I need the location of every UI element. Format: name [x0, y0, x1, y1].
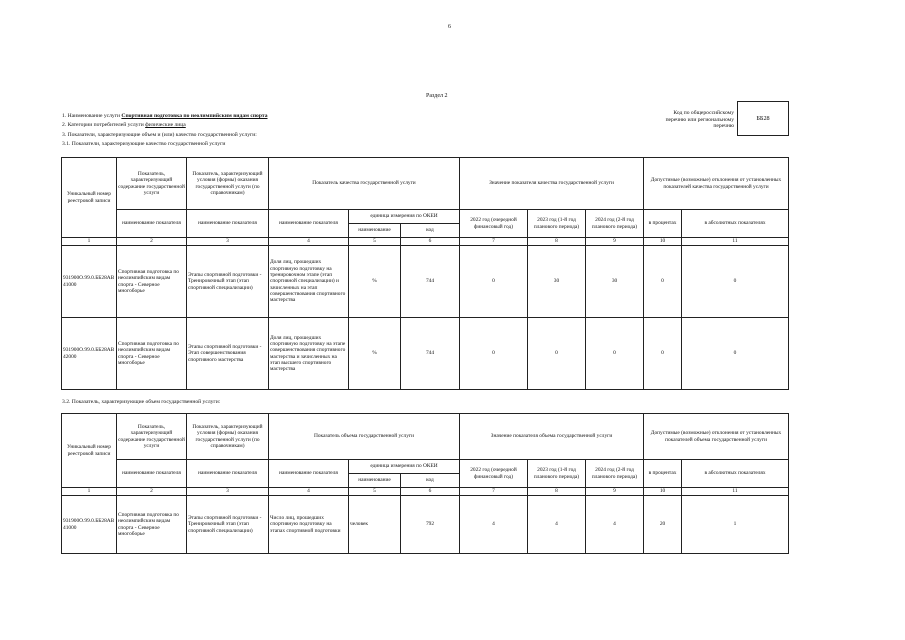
value-2022: 0	[460, 318, 528, 390]
content-value: Спортивная подготовка по неолимпийским видам спорта - Северное многоборье	[117, 318, 187, 390]
percent-value: 0	[644, 318, 682, 390]
h-conditions: Показатель, характеризующий условия (формы) оказания государственной услуги (по справочникам)	[187, 414, 269, 460]
col-num: 11	[682, 488, 789, 496]
service-name: Спортивная подготовка по неолимпийским видам спорта	[121, 113, 268, 119]
registry-id: 931900О.99.0.ББ28АВ42000	[62, 318, 117, 390]
code-label-line-3: перечню	[713, 123, 734, 130]
value-2024: 30	[586, 246, 644, 318]
value-2024: 4	[586, 496, 644, 554]
h-unique-number: Уникальный номер реестровой записи	[62, 158, 117, 238]
conditions-value: Этапы спортивной подготовки - Этап совершенствования спортивного мастерства	[187, 318, 269, 390]
conditions-value: Этапы спортивной подготовки - Тренировочный этап (этап спортивной специализации)	[187, 246, 269, 318]
col-num: 1	[62, 238, 117, 246]
h-deviation: Допустимые (возможные) отклонения от установленных показателей качества государственной услуги	[644, 158, 789, 210]
h-percent: в процентах	[644, 210, 682, 238]
h-deviation: Допустимые (возможные) отклонения от установленных показателей объема государственной услуги	[644, 414, 789, 460]
quality-table	[61, 157, 789, 390]
item-3-1: 3.1. Показатели, характеризующие качество государственной услуги	[62, 141, 226, 147]
indicator-value: Доля лиц, прошедших спортивную подготовку на тренировочном этапе (этап спортивной специализации) и зачисленных на этап совершенствования спортивного мастерства	[269, 246, 349, 318]
h-quality-values: Значение показателя качества государственной услуги	[460, 158, 644, 210]
item-1-label: 1. Наименование услуги	[62, 113, 120, 119]
unit-value: %	[349, 246, 401, 318]
item-3: 3. Показатели, характеризующие объем и (или) качество государственной услуги:	[62, 132, 257, 138]
code-cell: 792	[401, 496, 460, 554]
col-num: 1	[62, 488, 117, 496]
h-unit-code: код	[401, 224, 460, 238]
conditions-value: Этапы спортивной подготовки - Тренировочный этап (этап спортивной специализации)	[187, 496, 269, 554]
h-conditions: Показатель, характеризующий условия (формы) оказания государственной услуги (по справочникам)	[187, 158, 269, 210]
registry-id: 931900О.99.0.ББ28АВ41000	[62, 246, 117, 318]
h-year-2024: 2024 год (2-й год планового периода)	[586, 460, 644, 488]
h-year-2024: 2024 год (2-й год планового периода)	[586, 210, 644, 238]
code-label	[640, 110, 734, 130]
col-num: 9	[586, 488, 644, 496]
code-cell: 744	[401, 318, 460, 390]
value-2023: 4	[528, 496, 586, 554]
h-volume-values: Значение показателя объема государственной услуги	[460, 414, 644, 460]
h-unit-name: наименование	[349, 474, 401, 488]
col-num: 3	[187, 488, 269, 496]
item-2	[62, 122, 186, 129]
section-title: Раздел 2	[426, 93, 448, 99]
h-conditions-name: наименование показателя	[187, 460, 269, 488]
code-cell: 744	[401, 246, 460, 318]
col-num: 2	[117, 238, 187, 246]
col-num: 3	[187, 238, 269, 246]
col-num: 2	[117, 488, 187, 496]
value-2024: 0	[586, 318, 644, 390]
h-year-2023: 2023 год (1-й год планового периода)	[528, 460, 586, 488]
col-num: 10	[644, 488, 682, 496]
col-num: 5	[349, 488, 401, 496]
content-value: Спортивная подготовка по неолимпийским видам спорта - Северное многоборье	[117, 246, 187, 318]
col-num: 7	[460, 488, 528, 496]
table-row	[62, 246, 789, 318]
col-num: 8	[528, 238, 586, 246]
col-num: 10	[644, 238, 682, 246]
h-indicator-name: наименование показателя	[269, 460, 349, 488]
col-num: 6	[401, 488, 460, 496]
col-num: 5	[349, 238, 401, 246]
col-num: 7	[460, 238, 528, 246]
h-content-name: наименование показателя	[117, 460, 187, 488]
volume-table	[61, 413, 789, 554]
h-absolute: в абсолютных показателях	[682, 460, 789, 488]
h-unit-name: наименование	[349, 224, 401, 238]
h-volume-indicator: Показатель объема государственной услуги	[269, 414, 460, 460]
col-num: 8	[528, 488, 586, 496]
col-num: 9	[586, 238, 644, 246]
col-num: 4	[269, 488, 349, 496]
h-year-2022: 2022 год (очередной финансовый год)	[460, 210, 528, 238]
item-1	[62, 113, 268, 120]
code-value-box	[737, 101, 789, 136]
h-year-2023: 2023 год (1-й год планового периода)	[528, 210, 586, 238]
value-2023: 30	[528, 246, 586, 318]
h-indicator-name: наименование показателя	[269, 210, 349, 238]
h-year-2022: 2022 год (очередной финансовый год)	[460, 460, 528, 488]
col-num: 4	[269, 238, 349, 246]
item-2-label: 2. Категории потребителей услуги	[62, 122, 144, 128]
h-unique-number: Уникальный номер реестровой записи	[62, 414, 117, 488]
unit-value: человек	[349, 496, 401, 554]
col-num: 11	[682, 238, 789, 246]
h-unit: единица измерения по ОКЕИ	[349, 460, 460, 474]
value-2022: 4	[460, 496, 528, 554]
h-content: Показатель, характеризующий содержание государственной услуги	[117, 158, 187, 210]
unit-value: %	[349, 318, 401, 390]
code-value: ББ28	[756, 115, 770, 122]
absolute-value: 0	[682, 318, 789, 390]
code-label-line-2: перечню или региональному	[665, 116, 734, 123]
indicator-value: Доля лиц, прошедших спортивную подготовку на этапе совершенствования спортивного мастерства и зачисленных на этап высшего спортивного мастерства	[269, 318, 349, 390]
absolute-value: 1	[682, 496, 789, 554]
value-2023: 0	[528, 318, 586, 390]
content-value: Спортивная подготовка по неолимпийским видам спорта - Северное многоборье	[117, 496, 187, 554]
h-absolute: в абсолютных показателях	[682, 210, 789, 238]
indicator-value: Число лиц, прошедших спортивную подготовку на этапах спортивной подготовки	[269, 496, 349, 554]
h-unit: единица измерения по ОКЕИ	[349, 210, 460, 224]
code-label-line-1: Код по общероссийскому	[673, 110, 734, 116]
h-content: Показатель, характеризующий содержание государственной услуги	[117, 414, 187, 460]
value-2022: 0	[460, 246, 528, 318]
h-conditions-name: наименование показателя	[187, 210, 269, 238]
h-unit-code: код	[401, 474, 460, 488]
table-row	[62, 496, 789, 554]
item-3-2: 3.2. Показатель, характеризующие объем государственной услуги:	[62, 399, 221, 405]
percent-value: 0	[644, 246, 682, 318]
percent-value: 20	[644, 496, 682, 554]
registry-id: 931900О.99.0.ББ28АВ41000	[62, 496, 117, 554]
h-content-name: наименование показателя	[117, 210, 187, 238]
consumer-category: физические лица	[145, 122, 186, 128]
h-quality-indicator: Показатель качества государственной услуги	[269, 158, 460, 210]
absolute-value: 0	[682, 246, 789, 318]
page-number: 6	[448, 24, 451, 30]
col-num: 6	[401, 238, 460, 246]
table-row	[62, 318, 789, 390]
h-percent: в процентах	[644, 460, 682, 488]
